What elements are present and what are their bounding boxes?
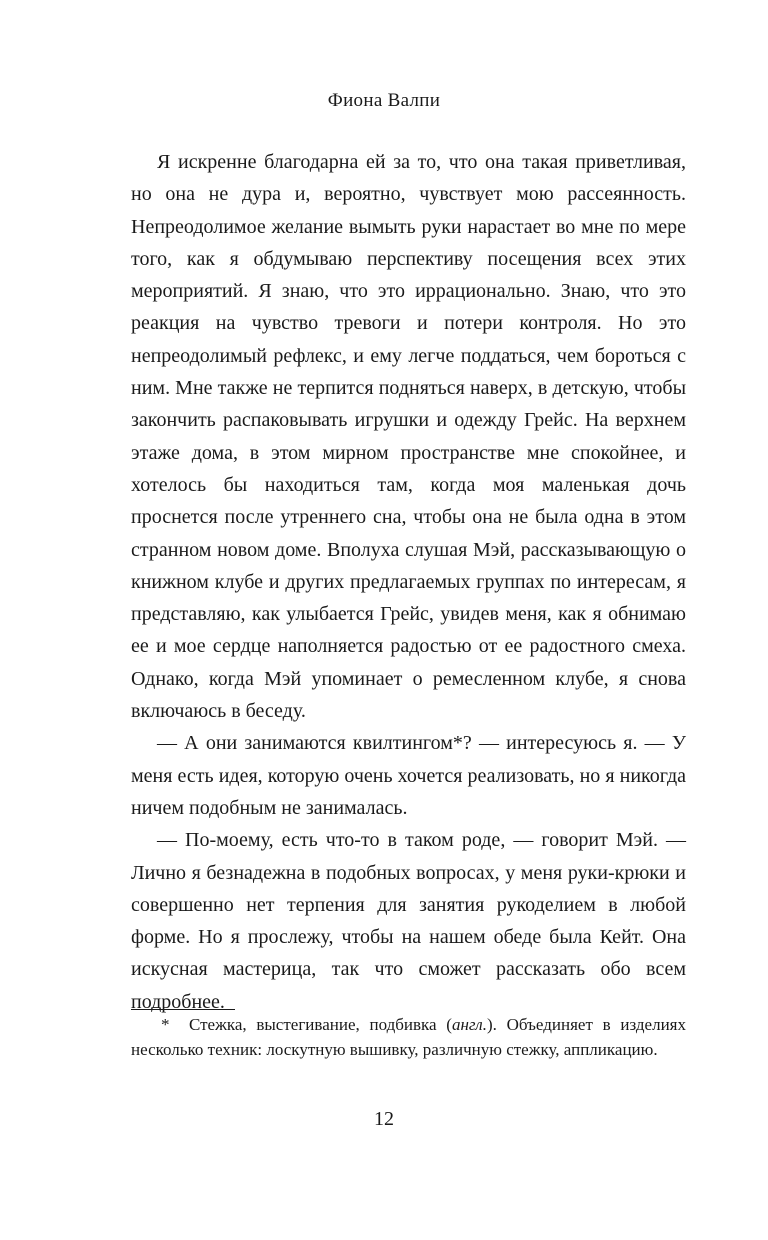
footnote-text-end: ). Объединяет в изделиях несколько техник: лоскутную вышивку, различную стежку, аппликацию.: [131, 1015, 687, 1059]
page-number: 12: [374, 1108, 394, 1130]
footnote-abbreviation: англ.: [451, 1015, 487, 1034]
running-head: Фиона Валпи: [327, 90, 441, 111]
paragraph: — А они занимаются квилтингом*? — интересуюсь я. — У меня есть идея, которую очень хочется реализовать, но я никогда ничем подобным не занималась.: [131, 732, 686, 819]
footnote-text-start: Стежка, выстегивание, подбивка (: [188, 1015, 452, 1034]
body-text: [131, 146, 686, 1018]
footnote-divider: [131, 1009, 235, 1010]
footnote-marker: *: [161, 1015, 170, 1034]
footnote: [131, 1013, 686, 1062]
paragraph: — По-моему, есть что-то в таком роде, — говорит Мэй. — Лично я безнадежна в подобных вопросах, у меня руки-крюки и совершенно нет терпения для занятия рукоделием в любой форме. Но я прослежу, чтобы на нашем обеде была Кейт. Она искусная мастерица, так что сможет рассказать обо всем подробнее.: [131, 829, 686, 1013]
paragraph: Я искренне благодарна ей за то, что она такая приветливая, но она не дура и, вероятно, чувствует мою рассеянность. Непреодолимое желание вымыть руки нарастает во мне по мере того, как я обдумываю перспективу посещения всех этих мероприятий. Я знаю, что это иррационально. Знаю, что это реакция на чувство тревоги и потери контроля. Но это непреодолимый рефлекс, и ему легче поддаться, чем бороться с ним. Мне также не терпится подняться наверх, в детскую, чтобы закончить распаковывать игрушки и одежду Грейс. На верхнем этаже дома, в этом мирном пространстве мне спокойнее, и хотелось бы находиться там, когда моя маленькая дочь проснется после утреннего сна, чтобы она не была одна в этом странном новом доме. Вполуха слушая Мэй, рассказывающую о книжном клубе и других предлагаемых группах по интересам, я представляю, как улыбается Грейс, увидев меня, как я обнимаю ее и мое сердце наполняется радостью от ее радостного смеха. Однако, когда Мэй упоминает о ремесленном клубе, я снова включаюсь в беседу.: [131, 151, 686, 723]
